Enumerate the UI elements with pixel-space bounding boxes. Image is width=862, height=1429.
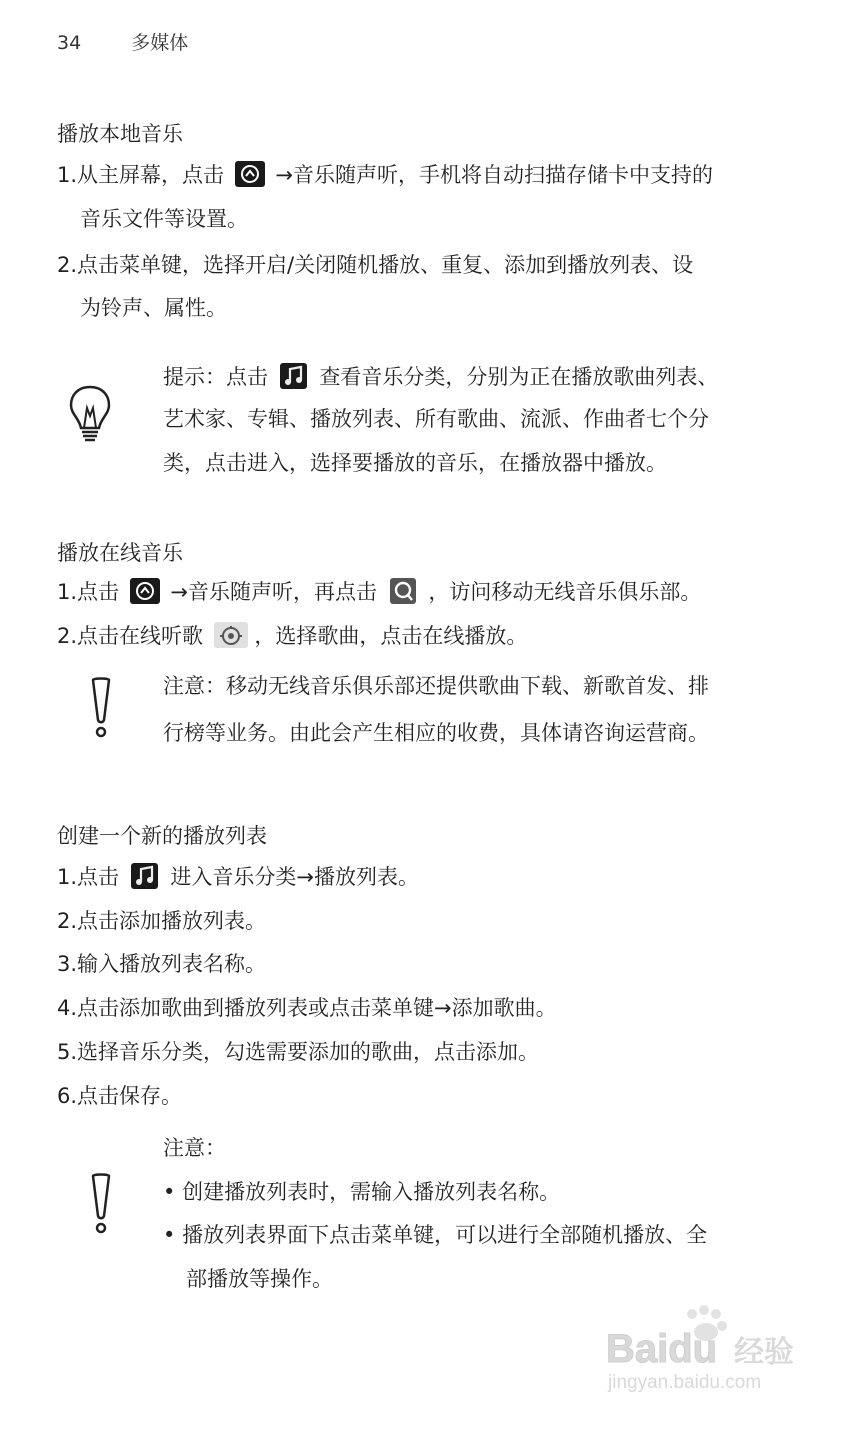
note-bullet-2-cont: 部播放等操作。 <box>186 1267 333 1291</box>
local-step-1 <box>57 160 713 190</box>
playlist-step-5: 5.选择音乐分类，勾选需要添加的歌曲，点击添加。 <box>57 1040 540 1064</box>
step-text: →音乐随声听，再点击 <box>170 580 378 604</box>
step-text: 1.从主屏幕，点击 <box>57 163 225 187</box>
note-line-2: 行榜等业务。由此会产生相应的收费，具体请咨询运营商。 <box>163 721 709 745</box>
playlist-step-3: 3.输入播放列表名称。 <box>57 952 267 976</box>
step-text: 1.点击 <box>57 865 120 889</box>
section-title-online-music: 播放在线音乐 <box>57 541 183 565</box>
music-note-icon <box>279 363 309 389</box>
playlist-step-4: 4.点击添加歌曲到播放列表或点击菜单键→添加歌曲。 <box>57 996 557 1020</box>
note-title: 注意： <box>163 1136 226 1160</box>
bullet-text: 播放列表界面下点击菜单键，可以进行全部随机播放、全 <box>182 1223 708 1247</box>
step-text: ，访问移动无线音乐俱乐部。 <box>428 580 702 604</box>
music-note-icon <box>130 863 160 889</box>
page-number: 34 <box>57 32 82 54</box>
section-title-local-music: 播放本地音乐 <box>57 122 183 146</box>
playlist-step-2: 2.点击添加播放列表。 <box>57 909 267 933</box>
playlist-step-1 <box>57 862 419 892</box>
section-title-new-playlist: 创建一个新的播放列表 <box>57 824 267 848</box>
note-line-1: 注意：移动无线音乐俱乐部还提供歌曲下载、新歌首发、排 <box>163 674 709 698</box>
exclamation-icon <box>88 676 114 746</box>
tip-text: 查看音乐分类，分别为正在播放歌曲列表、 <box>319 365 719 389</box>
local-step-2-cont: 为铃声、属性。 <box>80 296 227 320</box>
tip-line-3: 类，点击进入，选择要播放的音乐，在播放器中播放。 <box>163 451 667 475</box>
lightbulb-icon <box>68 384 112 450</box>
online-listen-icon <box>214 622 244 648</box>
step-text: 1.点击 <box>57 580 120 604</box>
baidu-watermark <box>604 1304 804 1394</box>
playlist-step-6: 6.点击保存。 <box>57 1084 183 1108</box>
step-text: 进入音乐分类→播放列表。 <box>170 865 420 889</box>
step-text: ，选择歌曲，点击在线播放。 <box>254 624 528 648</box>
page-header <box>57 28 188 55</box>
app-launcher-icon <box>235 161 265 187</box>
music-club-icon <box>388 578 418 604</box>
local-step-2: 2.点击菜单键，选择开启/关闭随机播放、重复、添加到播放列表、设 <box>57 253 694 277</box>
bullet-marker: • <box>163 1223 176 1247</box>
watermark-brand-cn: 经验 <box>734 1335 794 1370</box>
tip-text: 提示：点击 <box>163 365 268 389</box>
watermark-url: jingyan.baidu.com <box>608 1372 762 1393</box>
bullet-text: 创建播放列表时，需输入播放列表名称。 <box>182 1180 561 1204</box>
note-bullet-1 <box>163 1177 560 1207</box>
step-text: →音乐随声听，手机将自动扫描存储卡中支持的 <box>275 163 714 187</box>
tip-line-2: 艺术家、专辑、播放列表、所有歌曲、流派、作曲者七个分 <box>163 407 709 431</box>
online-step-2 <box>57 621 527 651</box>
app-launcher-icon <box>130 578 160 604</box>
online-step-1 <box>57 577 701 607</box>
step-text: 2.点击在线听歌 <box>57 624 204 648</box>
local-step-1-cont: 音乐文件等设置。 <box>80 207 248 231</box>
tip-line-1 <box>163 362 718 392</box>
watermark-brand: Baidu <box>606 1327 718 1371</box>
note-bullet-2 <box>163 1220 707 1250</box>
exclamation-icon <box>88 1172 114 1242</box>
bullet-marker: • <box>163 1180 176 1204</box>
chapter-title: 多媒体 <box>131 32 189 54</box>
